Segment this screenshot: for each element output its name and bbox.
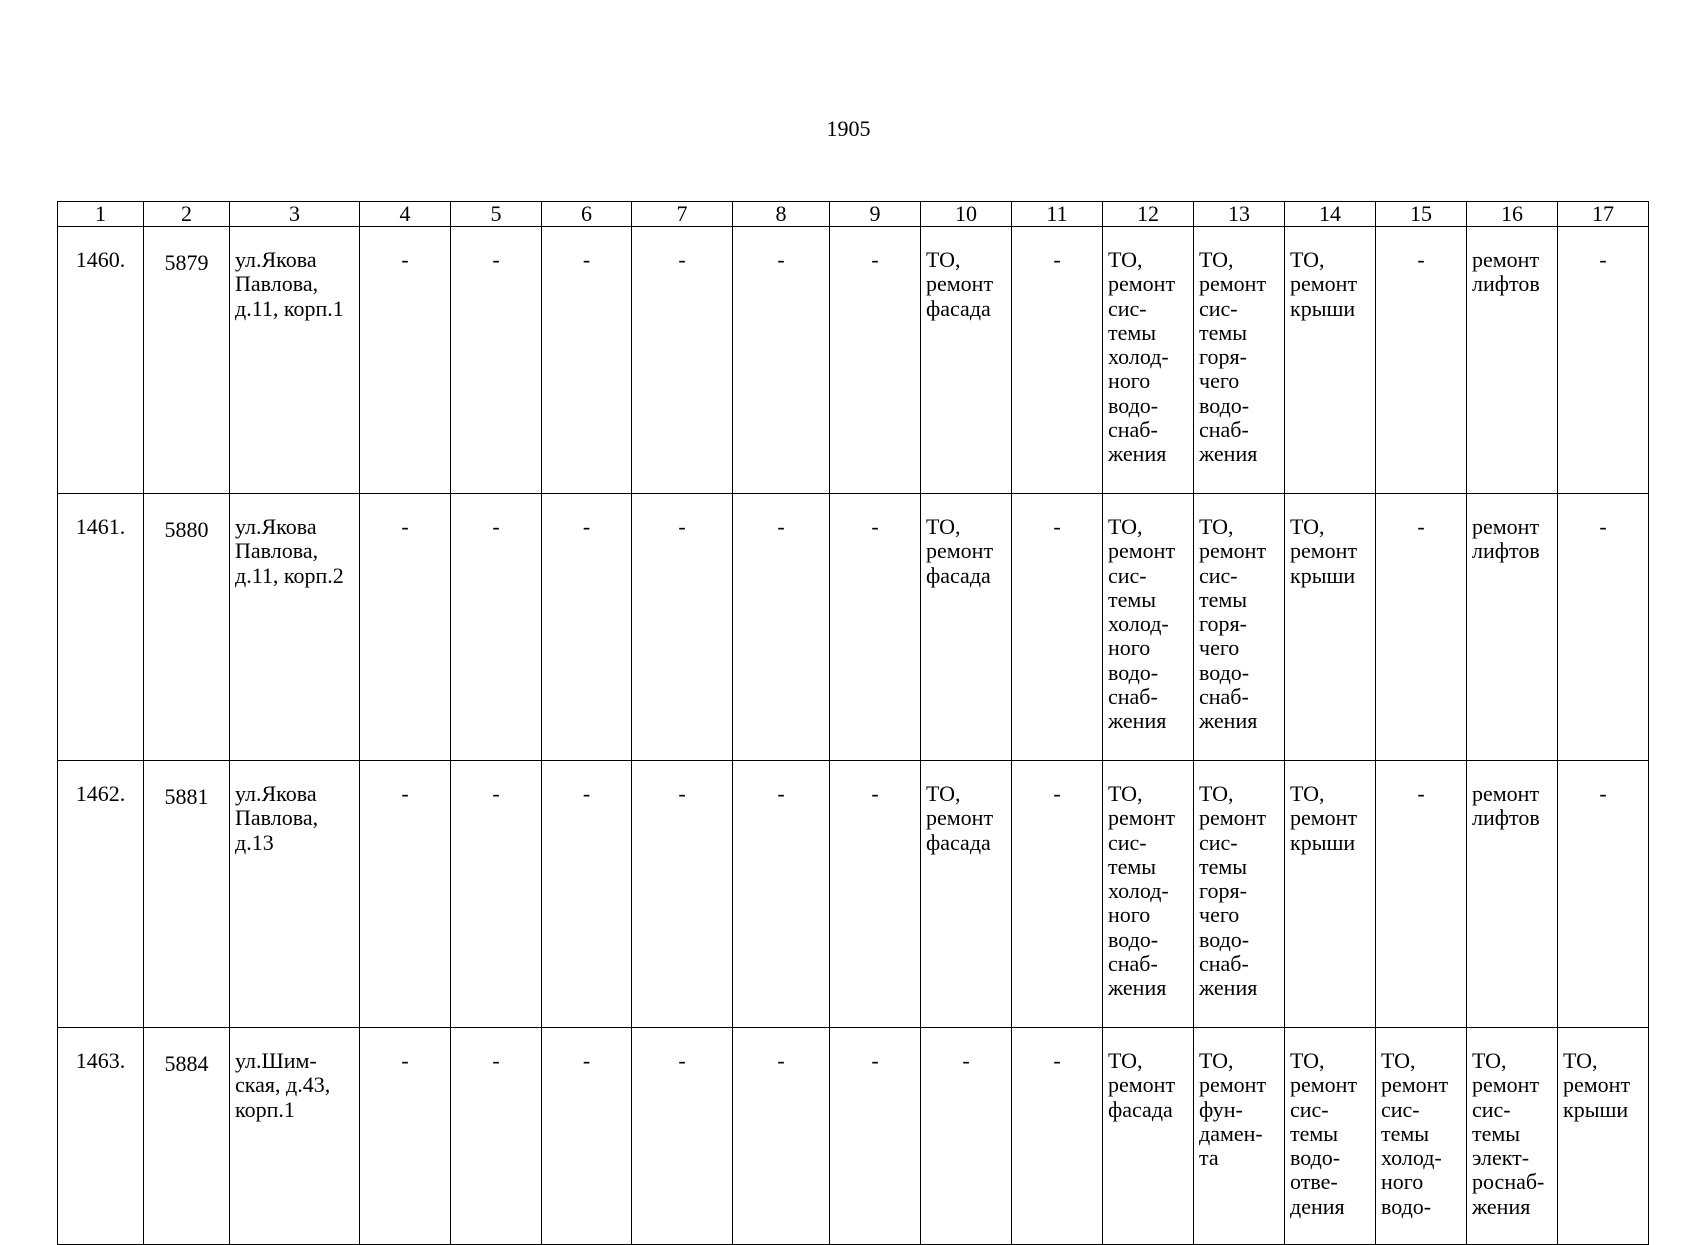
- cell-line: водо-: [1199, 392, 1250, 418]
- table-cell: [1558, 761, 1649, 1028]
- header-row: [58, 202, 1649, 227]
- cell-line: -: [1053, 781, 1061, 806]
- table-cell: [733, 1028, 830, 1245]
- table-cell: [1558, 227, 1649, 494]
- table-cell: [1285, 1028, 1376, 1245]
- table-cell: [230, 494, 360, 761]
- page-number: 1905: [826, 116, 871, 141]
- cell-line: ТО,: [926, 247, 961, 272]
- cell-line: -: [871, 247, 879, 272]
- cell-line: -: [401, 247, 409, 272]
- cell-line: ремонт: [1199, 538, 1267, 564]
- cell-line: темы: [1108, 853, 1157, 879]
- cell-line: холод-: [1381, 1145, 1442, 1171]
- cell-line: водо-: [1199, 926, 1250, 952]
- cell-line: ремонт: [1290, 1072, 1358, 1098]
- cell-line: темы: [1199, 853, 1248, 879]
- table-cell: [830, 1028, 921, 1245]
- cell-line: -: [871, 1048, 879, 1073]
- table-cell: [1467, 494, 1558, 761]
- cell-line: ремонт: [1199, 271, 1267, 297]
- table-cell: [58, 1028, 144, 1245]
- table-cell: [1285, 761, 1376, 1028]
- table-cell: [1012, 761, 1103, 1028]
- cell-line: -: [1417, 247, 1425, 272]
- cell-line: -: [678, 1048, 686, 1073]
- cell-line: 5881: [164, 784, 209, 809]
- cell-line: -: [582, 781, 591, 806]
- column-header: 10: [921, 202, 1012, 227]
- cell-line: ремонт: [1108, 1072, 1176, 1098]
- cell-line: 5884: [164, 1051, 209, 1076]
- cell-line: водо-: [1108, 392, 1159, 418]
- cell-line: ТО,: [926, 514, 961, 539]
- table-cell: [144, 227, 230, 494]
- cell-line: лифтов: [1472, 538, 1540, 564]
- cell-line: темы: [1108, 586, 1157, 612]
- cell-line: жения: [1472, 1193, 1531, 1219]
- cell-line: крыши: [1290, 295, 1356, 321]
- column-header: 9: [830, 202, 921, 227]
- cell-line: -: [401, 1048, 409, 1073]
- cell-line: 1461.: [75, 514, 126, 539]
- table-cell: [921, 494, 1012, 761]
- cell-line: ного: [1108, 902, 1151, 928]
- table-cell: [1194, 494, 1285, 761]
- cell-line: фасада: [1108, 1096, 1173, 1122]
- cell-line: снаб-: [1108, 417, 1158, 443]
- table-cell: [58, 761, 144, 1028]
- table-cell: [632, 494, 733, 761]
- column-header: 8: [733, 202, 830, 227]
- column-header: 6: [542, 202, 632, 227]
- cell-line: сис-: [1108, 295, 1147, 321]
- cell-line: д.11, корп.2: [235, 562, 344, 588]
- table-cell: [1194, 1028, 1285, 1245]
- cell-line: -: [1417, 781, 1425, 806]
- table-cell: [230, 227, 360, 494]
- cell-line: темы: [1199, 586, 1248, 612]
- cell-line: фун-: [1199, 1096, 1243, 1122]
- cell-line: водо-: [1108, 659, 1159, 685]
- cell-line: ТО,: [1381, 1048, 1416, 1073]
- cell-line: -: [492, 781, 500, 806]
- cell-line: снаб-: [1108, 951, 1158, 977]
- cell-line: жения: [1199, 708, 1258, 734]
- cell-line: сис-: [1199, 562, 1238, 588]
- cell-line: Павлова,: [235, 805, 319, 831]
- table-cell: [1012, 494, 1103, 761]
- cell-line: -: [1053, 247, 1061, 272]
- cell-line: -: [1053, 1048, 1061, 1073]
- cell-line: фасада: [926, 295, 991, 321]
- table-cell: [58, 227, 144, 494]
- table-cell: [1558, 1028, 1649, 1245]
- table-row: [58, 227, 1649, 494]
- cell-line: горя-: [1199, 344, 1247, 370]
- cell-line: ТО,: [1290, 781, 1325, 806]
- cell-line: ТО,: [1108, 514, 1143, 539]
- cell-line: жения: [1199, 441, 1258, 467]
- table-cell: [1558, 494, 1649, 761]
- table-cell: [1103, 761, 1194, 1028]
- cell-line: ТО,: [926, 781, 961, 806]
- cell-line: ТО,: [1290, 247, 1325, 272]
- cell-line: жения: [1108, 441, 1167, 467]
- cell-line: ного: [1108, 635, 1151, 661]
- table-cell: [1194, 761, 1285, 1028]
- column-header: 11: [1012, 202, 1103, 227]
- table-cell: [144, 761, 230, 1028]
- table-cell: [921, 227, 1012, 494]
- column-header: 4: [360, 202, 451, 227]
- table-cell: [1376, 1028, 1467, 1245]
- table-cell: [1376, 227, 1467, 494]
- cell-line: сис-: [1108, 829, 1147, 855]
- cell-line: ТО,: [1108, 781, 1143, 806]
- table-cell: [230, 1028, 360, 1245]
- cell-line: холод-: [1108, 344, 1169, 370]
- table-cell: [632, 227, 733, 494]
- cell-line: роснаб-: [1472, 1169, 1545, 1195]
- cell-line: темы: [1199, 319, 1248, 345]
- cell-line: ТО,: [1199, 781, 1234, 806]
- cell-line: снаб-: [1199, 417, 1249, 443]
- cell-line: ул.Якова: [235, 247, 317, 272]
- cell-line: -: [582, 1048, 591, 1073]
- cell-line: сис-: [1290, 1096, 1329, 1122]
- cell-line: -: [582, 514, 591, 539]
- table-header: [58, 202, 1649, 227]
- table-cell: [1103, 494, 1194, 761]
- cell-line: ремонт: [1472, 781, 1540, 806]
- column-header: 7: [632, 202, 733, 227]
- column-header: 1: [58, 202, 144, 227]
- cell-line: -: [678, 247, 686, 272]
- table-row: [58, 494, 1649, 761]
- cell-line: ремонт: [1199, 805, 1267, 831]
- table-cell: [542, 1028, 632, 1245]
- cell-line: ремонт: [1381, 1072, 1449, 1098]
- table-cell: [1376, 494, 1467, 761]
- cell-line: -: [1053, 514, 1061, 539]
- table-cell: [451, 761, 542, 1028]
- cell-line: сис-: [1199, 829, 1238, 855]
- cell-line: ТО,: [1199, 1048, 1234, 1073]
- table-cell: [360, 494, 451, 761]
- table-cell: [451, 227, 542, 494]
- cell-line: элект-: [1472, 1145, 1530, 1171]
- cell-line: 1463.: [75, 1048, 126, 1073]
- cell-line: д.13: [235, 829, 274, 855]
- cell-line: фасада: [926, 829, 991, 855]
- table-cell: [921, 761, 1012, 1028]
- column-header: 17: [1558, 202, 1649, 227]
- cell-line: -: [777, 1048, 785, 1073]
- cell-line: д.11, корп.1: [235, 295, 344, 321]
- cell-line: водо-: [1290, 1145, 1341, 1171]
- cell-line: темы: [1290, 1120, 1339, 1146]
- table-cell: [360, 761, 451, 1028]
- cell-line: ТО,: [1290, 514, 1325, 539]
- cell-line: ного: [1108, 368, 1151, 394]
- cell-line: ремонт: [1108, 271, 1176, 297]
- cell-line: ремонт: [1290, 805, 1358, 831]
- cell-line: -: [492, 247, 500, 272]
- cell-line: темы: [1108, 319, 1157, 345]
- cell-line: ТО,: [1108, 247, 1143, 272]
- cell-line: ремонт: [926, 538, 994, 564]
- table-cell: [830, 227, 921, 494]
- table-row: [58, 761, 1649, 1028]
- cell-line: ремонт: [1563, 1072, 1631, 1098]
- cell-line: горя-: [1199, 878, 1247, 904]
- cell-line: чего: [1199, 635, 1240, 661]
- column-header: 13: [1194, 202, 1285, 227]
- cell-line: 5880: [164, 517, 209, 542]
- cell-line: ТО,: [1563, 1048, 1598, 1073]
- cell-line: -: [492, 514, 500, 539]
- cell-line: сис-: [1472, 1096, 1511, 1122]
- table-cell: [58, 494, 144, 761]
- cell-line: -: [401, 514, 409, 539]
- column-header: 16: [1467, 202, 1558, 227]
- cell-line: ТО,: [1472, 1048, 1507, 1073]
- cell-line: холод-: [1108, 611, 1169, 637]
- column-header: 5: [451, 202, 542, 227]
- cell-line: чего: [1199, 902, 1240, 928]
- cell-line: -: [777, 514, 785, 539]
- cell-line: -: [871, 514, 879, 539]
- table-cell: [1467, 227, 1558, 494]
- cell-line: ул.Шим-: [235, 1048, 317, 1073]
- table-cell: [921, 1028, 1012, 1245]
- cell-line: -: [1599, 781, 1607, 806]
- cell-line: снаб-: [1199, 951, 1249, 977]
- cell-line: -: [777, 247, 785, 272]
- cell-line: -: [962, 1048, 970, 1073]
- cell-line: крыши: [1563, 1096, 1629, 1122]
- table-cell: [1012, 227, 1103, 494]
- cell-line: темы: [1472, 1120, 1521, 1146]
- cell-line: 1460.: [75, 247, 126, 272]
- table-cell: [1285, 494, 1376, 761]
- cell-line: ремонт: [1472, 247, 1540, 272]
- cell-line: ремонт: [926, 271, 994, 297]
- cell-line: ул.Якова: [235, 781, 317, 806]
- cell-line: ТО,: [1290, 1048, 1325, 1073]
- cell-line: крыши: [1290, 562, 1356, 588]
- cell-line: крыши: [1290, 829, 1356, 855]
- cell-line: жения: [1108, 708, 1167, 734]
- cell-line: -: [492, 1048, 500, 1073]
- table-cell: [830, 494, 921, 761]
- cell-line: темы: [1381, 1120, 1430, 1146]
- column-header: 2: [144, 202, 230, 227]
- cell-line: -: [1417, 514, 1425, 539]
- cell-line: фасада: [926, 562, 991, 588]
- cell-line: лифтов: [1472, 271, 1540, 297]
- cell-line: водо-: [1108, 926, 1159, 952]
- cell-line: ремонт: [1199, 1072, 1267, 1098]
- table-cell: [1285, 227, 1376, 494]
- cell-line: ремонт: [1472, 514, 1540, 539]
- table-cell: [1103, 227, 1194, 494]
- cell-line: -: [678, 781, 686, 806]
- cell-line: -: [871, 781, 879, 806]
- cell-line: -: [582, 247, 591, 272]
- table-row: [58, 1028, 1649, 1245]
- cell-line: горя-: [1199, 611, 1247, 637]
- cell-line: ремонт: [1108, 538, 1176, 564]
- table-cell: [733, 227, 830, 494]
- table-cell: [144, 1028, 230, 1245]
- cell-line: сис-: [1108, 562, 1147, 588]
- cell-line: -: [777, 781, 785, 806]
- cell-line: дения: [1290, 1193, 1345, 1219]
- table-cell: [632, 761, 733, 1028]
- cell-line: жения: [1199, 975, 1258, 1001]
- cell-line: дамен-: [1199, 1120, 1263, 1146]
- cell-line: жения: [1108, 975, 1167, 1001]
- cell-line: -: [1599, 247, 1607, 272]
- cell-line: отве-: [1290, 1169, 1338, 1195]
- table-cell: [1103, 1028, 1194, 1245]
- cell-line: водо-: [1381, 1193, 1432, 1219]
- cell-line: -: [678, 514, 686, 539]
- cell-line: водо-: [1199, 659, 1250, 685]
- table-cell: [1012, 1028, 1103, 1245]
- cell-line: ремонт: [1108, 805, 1176, 831]
- cell-line: ремонт: [926, 805, 994, 831]
- cell-line: ТО,: [1108, 1048, 1143, 1073]
- cell-line: снаб-: [1199, 684, 1249, 710]
- table-body: [58, 227, 1649, 1245]
- table-cell: [144, 494, 230, 761]
- cell-line: ул.Якова: [235, 514, 317, 539]
- cell-line: лифтов: [1472, 805, 1540, 831]
- table-cell: [733, 494, 830, 761]
- table-cell: [1467, 1028, 1558, 1245]
- cell-line: та: [1199, 1145, 1219, 1171]
- cell-line: холод-: [1108, 878, 1169, 904]
- table-cell: [542, 227, 632, 494]
- works-table: [57, 201, 1649, 1245]
- column-header: 15: [1376, 202, 1467, 227]
- cell-line: ТО,: [1199, 247, 1234, 272]
- table-cell: [632, 1028, 733, 1245]
- table-cell: [1194, 227, 1285, 494]
- column-header: 14: [1285, 202, 1376, 227]
- cell-line: Павлова,: [235, 538, 319, 564]
- cell-line: -: [1599, 514, 1607, 539]
- table-cell: [542, 494, 632, 761]
- cell-line: ремонт: [1472, 1072, 1540, 1098]
- cell-line: снаб-: [1108, 684, 1158, 710]
- table-cell: [360, 1028, 451, 1245]
- cell-line: сис-: [1199, 295, 1238, 321]
- table-cell: [1376, 761, 1467, 1028]
- table-cell: [360, 227, 451, 494]
- cell-line: ремонт: [1290, 538, 1358, 564]
- cell-line: Павлова,: [235, 271, 319, 297]
- cell-line: ремонт: [1290, 271, 1358, 297]
- cell-line: -: [401, 781, 409, 806]
- table-cell: [733, 761, 830, 1028]
- column-header: 3: [230, 202, 360, 227]
- cell-line: ного: [1381, 1169, 1424, 1195]
- cell-line: 1462.: [75, 781, 126, 806]
- table-cell: [542, 761, 632, 1028]
- table-cell: [230, 761, 360, 1028]
- cell-line: ТО,: [1199, 514, 1234, 539]
- cell-line: сис-: [1381, 1096, 1420, 1122]
- table-cell: [451, 494, 542, 761]
- cell-line: чего: [1199, 368, 1240, 394]
- column-header: 12: [1103, 202, 1194, 227]
- table-cell: [1467, 761, 1558, 1028]
- cell-line: корп.1: [235, 1096, 295, 1122]
- cell-line: 5879: [164, 250, 209, 275]
- table-cell: [451, 1028, 542, 1245]
- cell-line: ская, д.43,: [235, 1072, 331, 1098]
- table-cell: [830, 761, 921, 1028]
